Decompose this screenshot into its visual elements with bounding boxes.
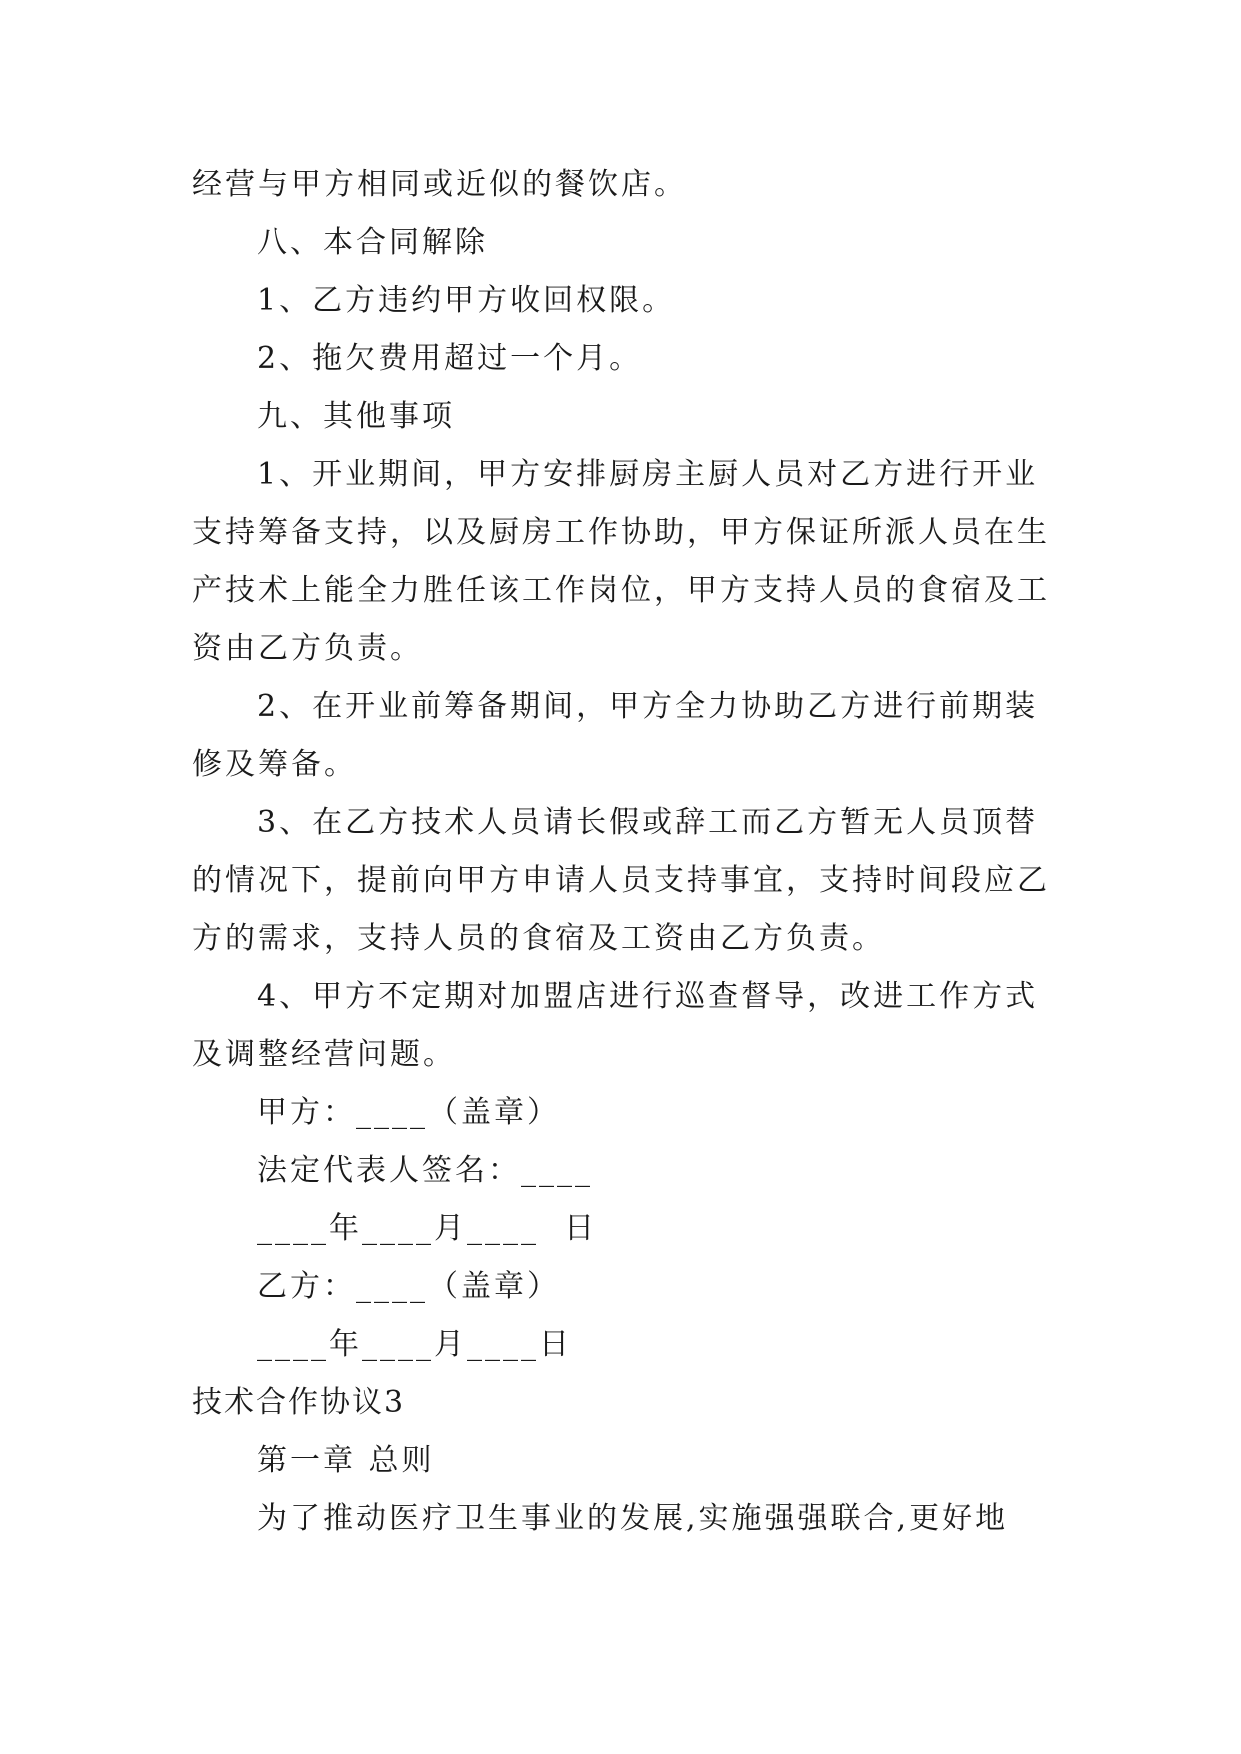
list-item: 3、在乙方技术人员请长假或辞工而乙方暂无人员顶替 <box>257 805 1039 840</box>
body-text-line: 支持筹备支持，以及厨房工作协助，甲方保证所派人员在生 <box>192 515 1050 550</box>
list-item: 1、开业期间，甲方安排厨房主厨人员对乙方进行开业 <box>257 457 1039 492</box>
list-item: 1、乙方违约甲方收回权限。 <box>257 283 676 318</box>
list-item: 4、甲方不定期对加盟店进行巡查督导，改进工作方式 <box>257 979 1039 1014</box>
agreement-title: 技术合作协议3 <box>192 1385 406 1420</box>
body-text-line: 为了推动医疗卫生事业的发展,实施强强联合,更好地 <box>257 1501 1009 1536</box>
body-text-line: 方的需求，支持人员的食宿及工资由乙方负责。 <box>192 921 885 956</box>
body-text-line: 修及筹备。 <box>192 747 357 782</box>
body-text-line: 及调整经营问题。 <box>192 1037 456 1072</box>
section-heading: 九、其他事项 <box>257 399 455 434</box>
body-text-line: 产技术上能全力胜任该工作岗位，甲方支持人员的食宿及工 <box>192 573 1050 608</box>
signature-party-b: 乙方：____（盖章） <box>257 1269 560 1304</box>
section-heading: 八、本合同解除 <box>257 225 488 260</box>
list-item: 2、拖欠费用超过一个月。 <box>257 341 643 376</box>
signature-party-a: 甲方：____（盖章） <box>257 1095 560 1130</box>
legal-representative-signature: 法定代表人签名：____ <box>257 1153 593 1188</box>
signature-date: ____年____月____日 <box>257 1327 572 1362</box>
body-text-line: 的情况下，提前向甲方申请人员支持事宜，支持时间段应乙 <box>192 863 1050 898</box>
chapter-heading: 第一章 总则 <box>257 1443 435 1478</box>
body-text-line: 资由乙方负责。 <box>192 631 423 666</box>
body-text-line: 经营与甲方相同或近似的餐饮店。 <box>192 167 687 202</box>
signature-date: ____年____月____ 日 <box>257 1211 598 1246</box>
list-item: 2、在开业前筹备期间，甲方全力协助乙方进行前期装 <box>257 689 1039 724</box>
